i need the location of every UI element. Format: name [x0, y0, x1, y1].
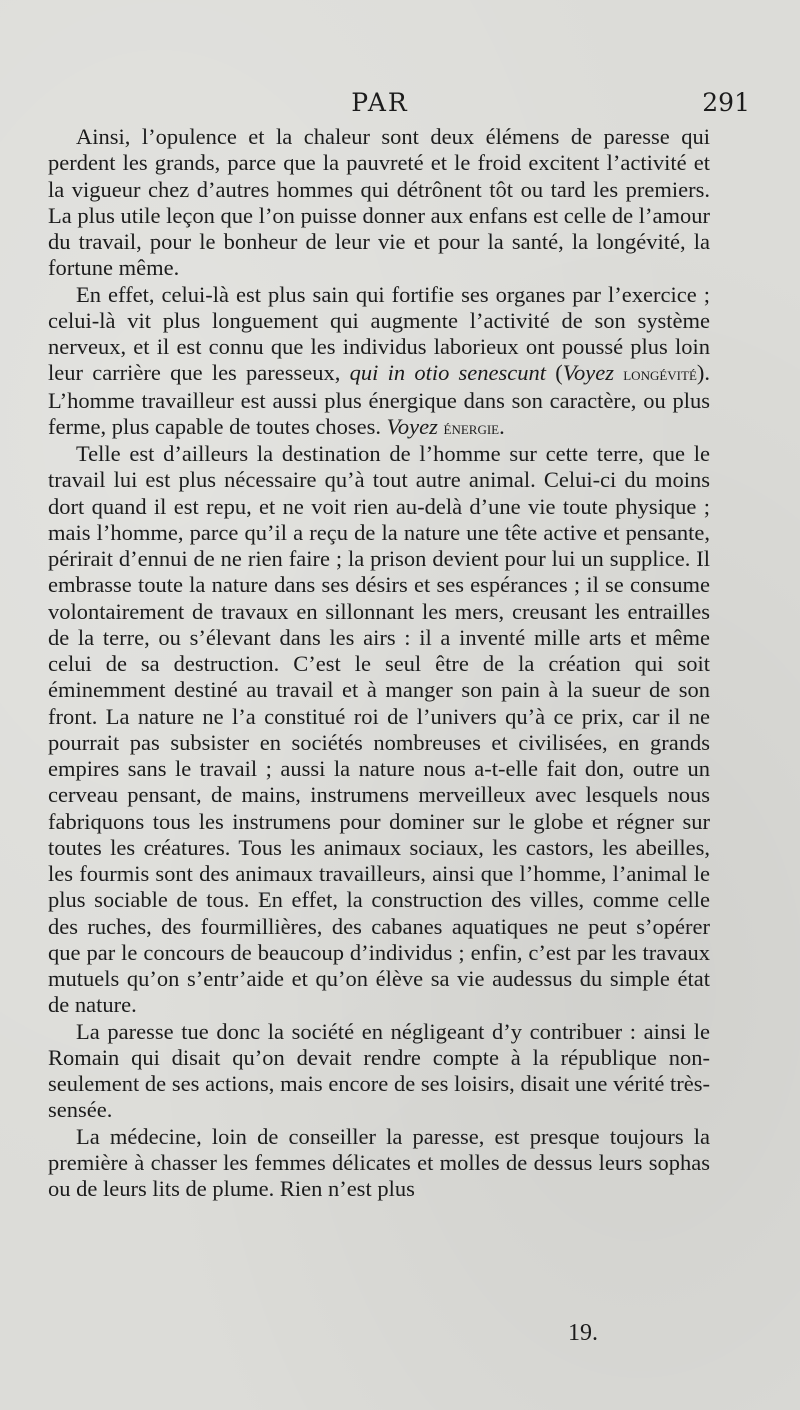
- cross-reference-energie: énergie: [443, 417, 500, 438]
- running-title: PAR: [351, 88, 409, 117]
- signature-mark: 19.: [568, 1320, 598, 1346]
- paragraph-paresse-societe: La paresse tue donc la société en négligeant d’y contribuer : ainsi le Romain qui disait qu’on devait rendre compte à la république non-seulement de ses actions, mais encore de ses loisirs, disait une vérité très-sensée.: [48, 1018, 710, 1123]
- paragraph-destination: Telle est d’ailleurs la destination de l’homme sur cette terre, que le travail lui est plus nécessaire qu’à tout autre animal. Celui-ci du moins dort quand il est repu, et ne voit rien au-delà d’une vie toute physique ; mais l’homme, parce qu’il a reçu de la nature une tête active et pensante, périrait d’ennui de ne rien faire ; la prison devient pour lui un supplice. Il embrasse toute la nature dans ses désirs et ses espérances ; il se consume volontairement de travaux en sillonnant les mers, creusant les entrailles de la terre, ou s’élevant dans les airs : il a inventé mille arts et même celui de sa destruction. C’est le seul être de la création qui soit éminemment destiné au travail et à manger son pain à la sueur de son front. La nature ne l’a constitué roi de l’univers qu’à ce prix, car il ne pourrait pas subsister en sociétés nombreuses et civilisées, en grands empires sans le travail ; aussi la nature nous a-t-elle fait don, outre un cerveau pensant, de mains, instrumens merveilleux avec lesquels nous fabriquons tous les instrumens pour dominer sur le globe et régner sur toutes les créatures. Tous les animaux sociaux, les castors, les abeilles, les fourmis sont des animaux travailleurs, ainsi que l’homme, l’animal le plus sociable de tous. En effet, la construction des villes, comme celle des ruches, des fourmillières, des cabanes aquatiques ne peut s’opérer que par le concours de beaucoup d’individus ; enfin, c’est par les travaux mutuels qu’on s’entr’aide et qu’on élève sa vie audessus du simple état de nature.: [48, 441, 710, 1018]
- cross-reference-longevite: longévité: [623, 364, 697, 385]
- paragraph-text: .: [499, 413, 505, 439]
- paragraph-text: En effet, celui-là est plus sain qui fortifie ses organes par l’exercice ; celui-là vit plus longuement qui augmente l’activité de son système nerveux, et il est connu que les individus laborieux ont poussé plus loin leur carrière que les paresseux,: [48, 281, 710, 386]
- text-body: [48, 124, 710, 1202]
- paragraph-en-effet: [48, 282, 710, 442]
- paragraph-text: (: [546, 360, 563, 386]
- voyez-label: Voyez: [386, 413, 438, 439]
- paragraph-text: ). L’homme travailleur est aussi plus énergique dans son caractère, ou plus ferme, plus capable de toutes choses.: [48, 360, 711, 439]
- latin-quote: qui in otio senescunt: [349, 360, 547, 386]
- paragraph-medecine: La médecine, loin de conseiller la paresse, est presque toujours la première à chasser les femmes délicates et molles de dessus leurs sophas ou de leurs lits de plume. Rien n’est plus: [48, 1123, 710, 1201]
- voyez-label: Voyez: [562, 360, 614, 386]
- page-number: 291: [702, 88, 750, 117]
- paragraph-opulence: Ainsi, l’opulence et la chaleur sont deux élémens de paresse qui perdent les grands, parce que la pauvreté et le froid excitent l’activité et la vigueur chez d’autres hommes qui détrônent tôt ou tard les premiers. La plus utile leçon que l’on puisse donner aux enfans est celle de l’amour du travail, pour le bonheur de leur vie et pour la santé, la longévité, la fortune même.: [48, 124, 710, 281]
